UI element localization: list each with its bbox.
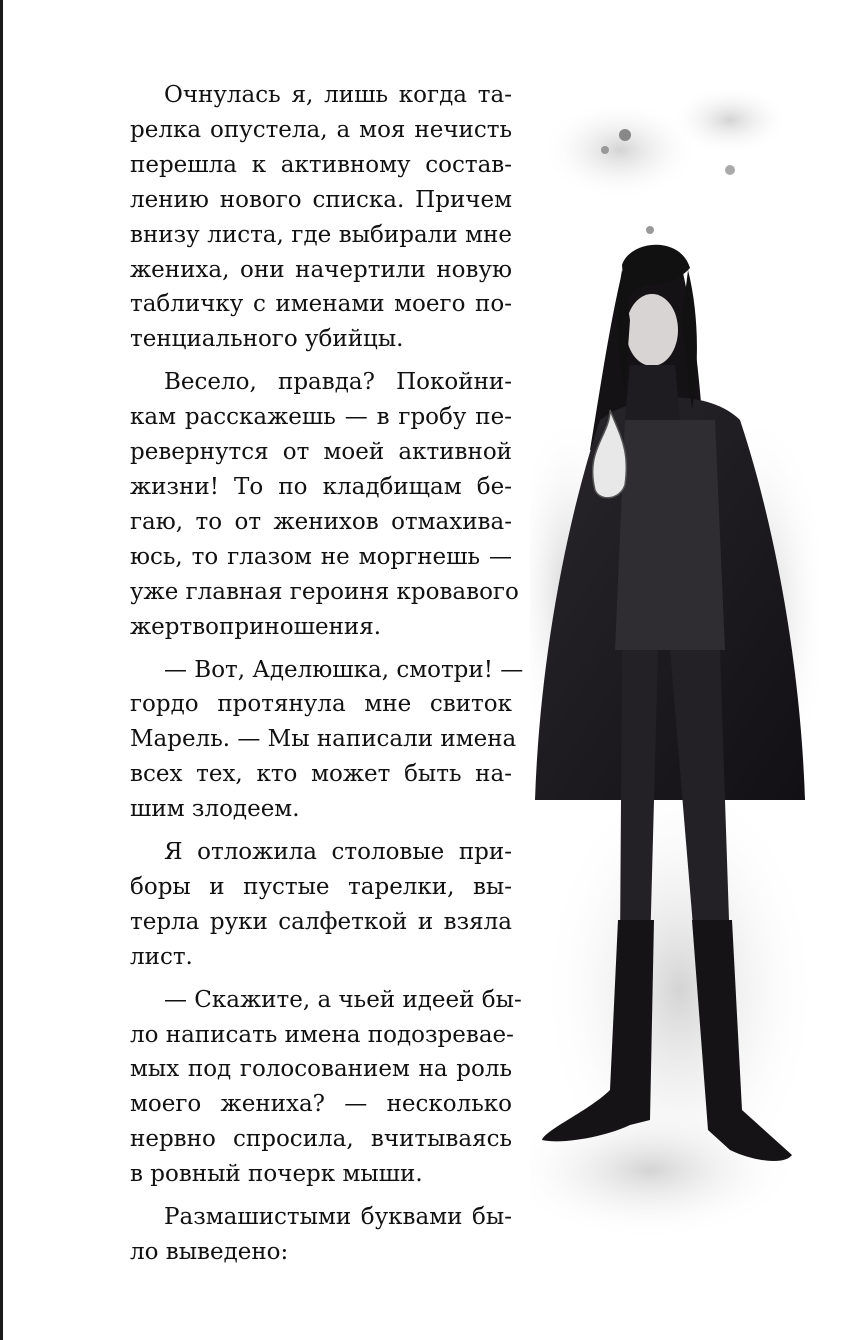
text-line: релка опустела, а моя нечисть (130, 116, 512, 143)
text-line: гаю, то от женихов отмахива- (130, 508, 512, 535)
text-line: ло выведено: (130, 1239, 289, 1265)
text-line: моего жениха? — несколько (130, 1091, 512, 1118)
text-line: жизни! То по кладбищам бе- (130, 473, 512, 500)
paragraph-2 (130, 365, 519, 644)
text-line: жертвоприношения. (130, 613, 382, 640)
paragraph-1 (130, 78, 512, 357)
text-line: тенциального убийцы. (130, 326, 404, 353)
text-line: гордо протянула мне свиток (130, 691, 512, 718)
text-line: лению нового списка. Причем (130, 186, 512, 213)
text-line: — Скажите, а чьей идеей бы- (164, 986, 522, 1013)
text-line: — Вот, Аделюшка, смотри! — (164, 656, 524, 683)
text-line: мых под голосованием на роль (130, 1056, 512, 1083)
body-text (130, 78, 524, 1270)
page-left-edge (0, 0, 3, 1340)
text-line: ревернутся от моей активной (130, 439, 512, 466)
text-line: Весело, правда? Покойни- (164, 369, 512, 396)
text-line: лист. (130, 943, 193, 970)
text-line: Размашистыми буквами бы- (164, 1204, 512, 1231)
text-line: нервно спросила, вчитываясь (130, 1126, 512, 1153)
text-line: табличку с именами моего по- (130, 291, 512, 318)
paragraph-5 (130, 983, 522, 1192)
text-line: перешла к активному состав- (130, 151, 512, 178)
text-line: внизу листа, где выбирали мне (130, 221, 512, 248)
text-line: уже главная героиня кровавого (130, 578, 519, 605)
text-line: в ровный почерк мыши. (130, 1161, 423, 1188)
text-line: Марель. — Мы написали имена (130, 726, 517, 753)
text-line: шим злодеем. (130, 796, 300, 823)
paragraph-6 (130, 1200, 512, 1270)
text-line: Я отложила столовые при- (164, 839, 512, 866)
cloaked-man-figure (530, 90, 820, 1240)
paragraph-3 (130, 653, 524, 828)
text-line: боры и пустые тарелки, вы- (130, 873, 512, 900)
text-line: Очнулась я, лишь когда та- (164, 82, 512, 108)
text-line: юсь, то глазом не моргнешь — (130, 543, 512, 570)
character-illustration (530, 90, 820, 1240)
text-line: всех тех, кто может быть на- (130, 761, 512, 788)
text-line: кам расскажешь — в гробу пе- (130, 404, 512, 431)
text-line: ло написать имена подозревае- (130, 1021, 514, 1048)
text-line: терла руки салфеткой и взяла (130, 908, 512, 935)
text-line: жениха, они начертили новую (130, 256, 512, 283)
paragraph-4 (130, 835, 512, 975)
